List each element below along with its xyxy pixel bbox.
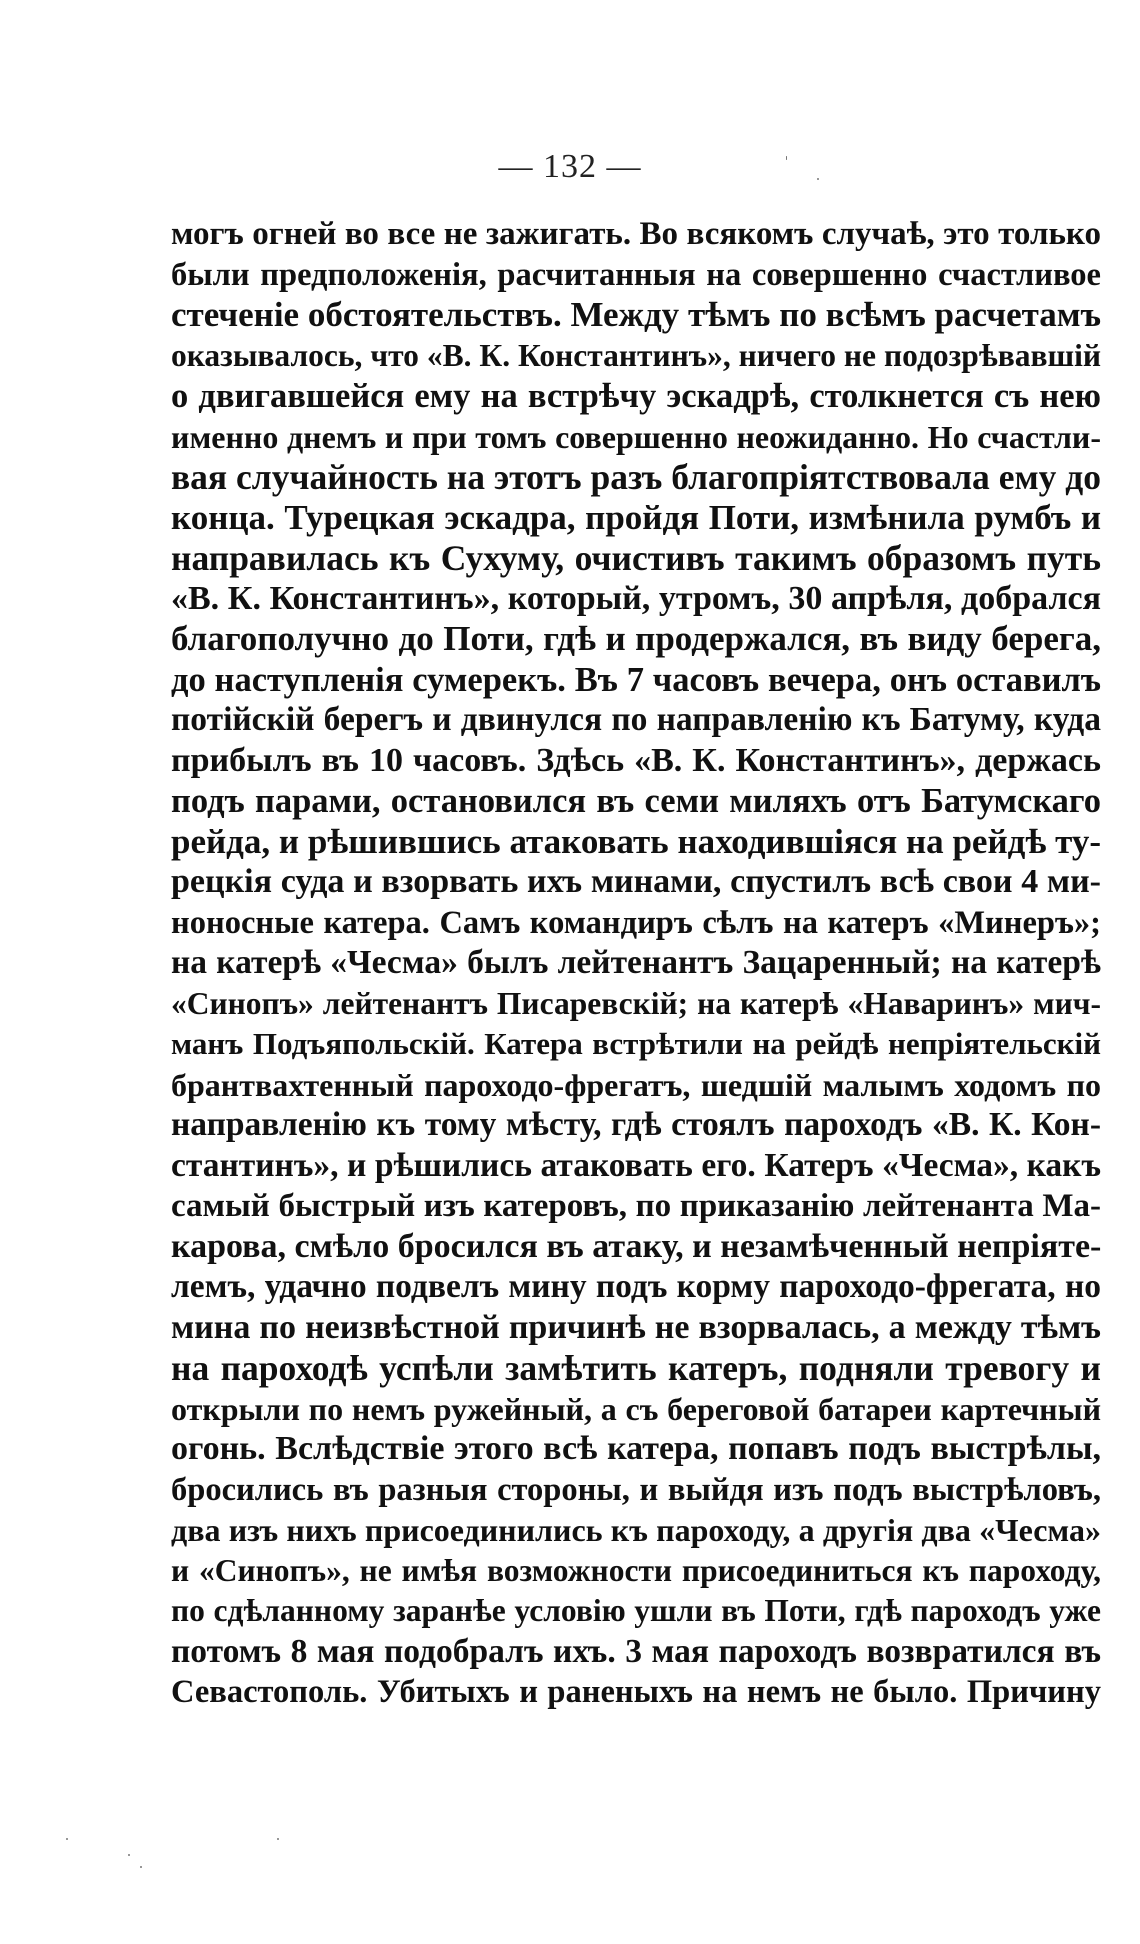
text-line: на катерѣ «Чесма» былъ лейтенантъ Зацаренный; на катерѣ [171, 944, 1101, 981]
text-line: вая случайность на этотъ разъ благопріятствовала ему до [171, 457, 1101, 497]
text-line: два изъ нихъ присоединились къ пароходу, а другія два «Чесма» [171, 1512, 1101, 1548]
text-line: лемъ, удачно подвелъ мину подъ корму пароходо-фрегата, но [171, 1268, 1101, 1305]
text-line: были предположенія, расчитанныя на совершенно счастливое [171, 256, 1101, 293]
text-line: могъ огней во все не зажигать. Во всякомъ случаѣ, это только [171, 216, 1101, 252]
text-line: открыли по немъ ружейный, а съ береговой батареи картечный [171, 1390, 1101, 1427]
scan-speck [786, 156, 787, 160]
text-line: благополучно до Поти, гдѣ и продержался, въ виду берега, [171, 619, 1101, 658]
scan-speck [66, 1838, 68, 1840]
text-line: мина по неизвѣстной причинѣ не взорвалась, а между тѣмъ [171, 1308, 1101, 1346]
text-line: манъ Подъяпольскій. Катера встрѣтили на рейдѣ непріятельскій [171, 1026, 1101, 1061]
scan-speck [140, 1866, 142, 1868]
text-line: оказывалось, что «В. К. Константинъ», ничего не подозрѣвавшій [171, 337, 1101, 373]
text-line: бросились въ разныя стороны, и выйдя изъ подъ выстрѣловъ, [171, 1471, 1101, 1508]
text-line: о двигавшейся ему на встрѣчу эскадрѣ, столкнется съ нею [171, 377, 1101, 415]
text-line: рецкія суда и взорвать ихъ минами, спустилъ всѣ свои 4 ми- [171, 863, 1101, 900]
text-line: потійскій берегъ и двинулся по направленію къ Батуму, куда [171, 701, 1101, 738]
text-line: стантинъ», и рѣшились атаковать его. Катеръ «Чесма», какъ [171, 1146, 1101, 1184]
scan-speck [817, 178, 819, 180]
text-line: рейда, и рѣшившись атаковать находившіяся на рейдѣ ту- [171, 821, 1101, 861]
text-line: брантвахтенный пароходо-фрегатъ, шедшій малымъ ходомъ по [171, 1066, 1101, 1103]
text-line: на пароходѣ успѣли замѣтить катеръ, подняли тревогу и [171, 1348, 1101, 1388]
body-text [171, 214, 1101, 1713]
text-line: огонь. Вслѣдствіе этого всѣ катера, попавъ подъ выстрѣлы, [171, 1430, 1101, 1467]
text-line: «В. К. Константинъ», который, утромъ, 30 апрѣля, добрался [171, 579, 1101, 617]
text-line: направленію къ тому мѣсту, гдѣ стоялъ пароходъ «В. К. Кон- [171, 1106, 1101, 1143]
text-line: направилась къ Сухуму, очистивъ такимъ образомъ путь [171, 538, 1101, 578]
text-line: ноносные катера. Самъ командиръ сѣлъ на катеръ «Минеръ»; [171, 904, 1101, 941]
scan-speck [128, 1854, 130, 1856]
text-line: самый быстрый изъ катеровъ, по приказанію лейтенанта Ма- [171, 1188, 1101, 1224]
scan-speck [277, 1838, 279, 1840]
text-line: конца. Турецкая эскадра, пройдя Поти, измѣнила румбъ и [171, 497, 1101, 537]
text-line: по сдѣланному заранѣе условію ушли въ Поти, гдѣ пароходъ уже [171, 1593, 1101, 1628]
text-line: «Синопъ» лейтенантъ Писаревскій; на катерѣ «Наваринъ» мич- [171, 985, 1101, 1021]
text-line: потомъ 8 мая подобралъ ихъ. 3 мая пароходъ возвратился въ [171, 1632, 1101, 1670]
text-line: именно днемъ и при томъ совершенно неожиданно. Но счастли- [171, 418, 1101, 455]
text-line: стеченіе обстоятельствъ. Между тѣмъ по всѣмъ расчетамъ [171, 295, 1101, 334]
text-line: прибылъ въ 10 часовъ. Здѣсь «В. К. Константинъ», держась [171, 741, 1101, 779]
text-line: подъ парами, остановился въ семи миляхъ отъ Батумскаго [171, 782, 1101, 820]
text-line: Севастополь. Убитыхъ и раненыхъ на немъ не было. Причину [171, 1674, 1101, 1710]
page-number: — 132 — [498, 148, 642, 185]
text-line: до наступленія сумерекъ. Въ 7 часовъ вечера, онъ оставилъ [171, 660, 1101, 699]
text-line: карова, смѣло бросился въ атаку, и незамѣченный непріяте- [171, 1227, 1102, 1265]
text-line: и «Синопъ», не имѣя возможности присоединиться къ пароходу, [171, 1552, 1101, 1588]
